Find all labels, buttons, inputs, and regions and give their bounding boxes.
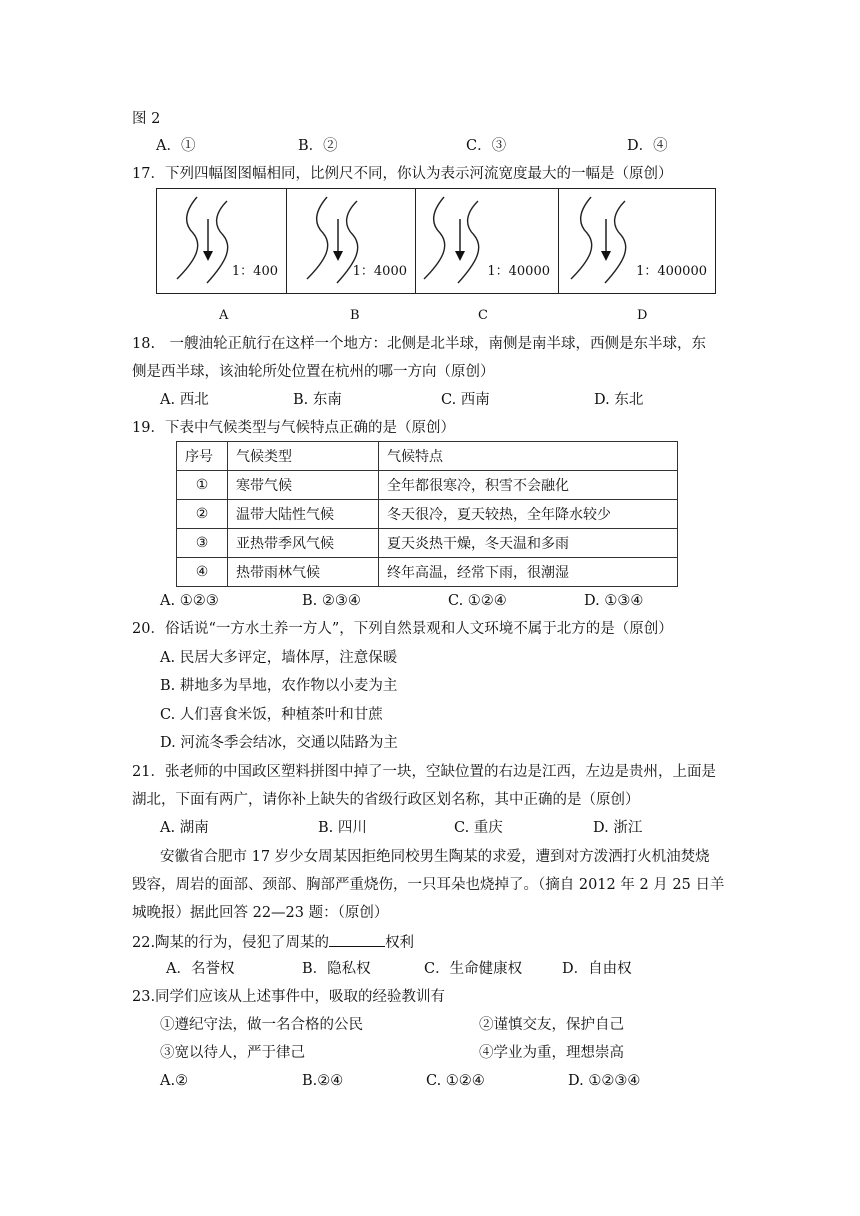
q19-options <box>160 592 720 610</box>
q17-figure-row <box>156 188 716 294</box>
q16-option-b[interactable]: B．② <box>298 138 338 154</box>
q22-stem-before: 22.陶某的行为，侵犯了周某的 <box>132 935 330 951</box>
q17-figure-d[interactable] <box>559 189 715 293</box>
q21-option-b[interactable]: B. 四川 <box>318 820 367 836</box>
figure-label-a: A <box>219 308 229 323</box>
q22-stem-after: 权利 <box>385 935 415 951</box>
q20-option-c[interactable]: C. 人们喜食米饭，种植茶叶和甘蔗 <box>160 707 383 723</box>
table-cell: 温带大陆性气候 <box>228 500 379 529</box>
table-cell: 热带雨林气候 <box>228 558 379 587</box>
q16-option-d[interactable]: D．④ <box>627 138 668 154</box>
q23-item-4: ④学业为重，理想崇高 <box>479 1045 624 1061</box>
scale-label-d: 1：400000 <box>636 264 707 279</box>
table-cell: ② <box>177 500 228 529</box>
table-cell: 亚热带季风气候 <box>228 529 379 558</box>
q19-option-a[interactable]: A. ①②③ <box>160 593 219 609</box>
q17-figure-a[interactable] <box>157 189 287 293</box>
q19-option-c[interactable]: C. ①②④ <box>448 593 507 609</box>
q21-option-c[interactable]: C. 重庆 <box>454 820 503 836</box>
q22-option-c[interactable]: C．生命健康权 <box>424 961 523 977</box>
q18-stem-line2: 侧是西半球，该油轮所处位置在杭州的哪一方向（原创） <box>132 364 495 380</box>
q19-stem: 19．下表中气候类型与气候特点正确的是（原创） <box>132 420 455 436</box>
q23-options <box>160 1072 720 1090</box>
q20-option-a[interactable]: A. 民居大多评定，墙体厚，注意保暖 <box>160 650 398 666</box>
q22-option-b[interactable]: B．隐私权 <box>302 961 371 977</box>
q18-option-b[interactable]: B. 东南 <box>293 392 342 408</box>
q18-stem-line1: 18. 一艘油轮正航行在这样一个地方：北侧是北半球，南侧是南半球，西侧是东半球，东 <box>132 336 707 352</box>
q22-stem <box>132 932 414 952</box>
table-cell: 寒带气候 <box>228 471 379 500</box>
q18-option-c[interactable]: C. 西南 <box>441 392 490 408</box>
q18-option-a[interactable]: A. 西北 <box>160 392 209 408</box>
figure-label-c: C <box>478 308 488 323</box>
figure-label-b: B <box>350 308 360 323</box>
q22-option-a[interactable]: A．名誉权 <box>166 961 235 977</box>
table-cell: 夏天炎热干燥，冬天温和多雨 <box>379 529 678 558</box>
q17-stem: 17．下列四幅图图幅相同，比例尺不同，你认为表示河流宽度最大的一幅是（原创） <box>132 166 673 182</box>
table-header-row <box>177 442 678 471</box>
q17-figure-b[interactable] <box>287 189 416 293</box>
scale-label-b: 1：4000 <box>352 264 407 279</box>
q20-option-d[interactable]: D. 河流冬季会结冰，交通以陆路为主 <box>160 735 398 751</box>
q16-option-a[interactable]: A．① <box>156 138 196 154</box>
q19-option-d[interactable]: D. ①③④ <box>584 593 644 609</box>
scale-label-c: 1：40000 <box>487 264 550 279</box>
passage-line1: 安徽省合肥市 17 岁少女周某因拒绝同校男生陶某的求爱，遭到对方泼洒打火机油焚烧 <box>160 849 710 865</box>
table-cell: ① <box>177 471 228 500</box>
table-row <box>177 558 678 587</box>
q23-option-d[interactable]: D. ①②③④ <box>568 1073 641 1089</box>
table-cell: ③ <box>177 529 228 558</box>
q21-options <box>160 819 720 837</box>
answer-blank[interactable] <box>329 932 385 947</box>
q23-item-1: ①遵纪守法，做一名合格的公民 <box>160 1017 363 1033</box>
table-header: 气候类型 <box>228 442 379 471</box>
q23-stem: 23.同学们应该从上述事件中，吸取的经验教训有 <box>132 989 446 1005</box>
q23-option-b[interactable]: B.②④ <box>302 1073 344 1089</box>
table-row <box>177 471 678 500</box>
q19-option-b[interactable]: B. ②③④ <box>302 593 361 609</box>
table-header: 序号 <box>177 442 228 471</box>
figure-caption: 图 2 <box>132 111 161 127</box>
passage-line2: 毁容，周岩的面部、颈部、胸部严重烧伤，一只耳朵也烧掉了。（摘自 2012 年 2 月 25 日羊 <box>132 877 725 893</box>
q23-option-c[interactable]: C. ①②④ <box>426 1073 485 1089</box>
q16-option-c[interactable]: C．③ <box>466 138 507 154</box>
q21-stem-line2: 湖北，下面有两广，请你补上缺失的省级行政区划名称，其中正确的是（原创） <box>132 792 640 808</box>
table-cell: 终年高温，经常下雨，很潮湿 <box>379 558 678 587</box>
q21-option-a[interactable]: A. 湖南 <box>160 820 209 836</box>
table-cell: ④ <box>177 558 228 587</box>
figure-label-d: D <box>637 308 648 323</box>
q18-options <box>160 391 720 409</box>
table-row <box>177 500 678 529</box>
q16-options <box>156 137 716 155</box>
q18-option-d[interactable]: D. 东北 <box>594 392 644 408</box>
table-row <box>177 529 678 558</box>
passage-line3: 城晚报）据此回答 22—23 题：（原创） <box>132 905 389 921</box>
q20-option-b[interactable]: B. 耕地多为旱地，农作物以小麦为主 <box>160 678 398 694</box>
q21-option-d[interactable]: D. 浙江 <box>593 820 643 836</box>
q22-option-d[interactable]: D．自由权 <box>562 961 632 977</box>
climate-table <box>176 441 678 587</box>
q23-item-3: ③宽以待人，严于律己 <box>160 1045 305 1061</box>
q23-option-a[interactable]: A.② <box>160 1073 189 1089</box>
table-cell: 全年都很寒冷，积雪不会融化 <box>379 471 678 500</box>
scale-label-a: 1：400 <box>231 264 278 279</box>
table-header: 气候特点 <box>379 442 678 471</box>
q22-options <box>166 960 726 978</box>
q21-stem-line1: 21．张老师的中国政区塑料拼图中掉了一块，空缺位置的右边是江西，左边是贵州，上面是 <box>132 764 716 780</box>
table-cell: 冬天很冷，夏天较热，全年降水较少 <box>379 500 678 529</box>
q23-item-2: ②谨慎交友，保护自己 <box>479 1017 624 1033</box>
q20-stem: 20．俗话说“一方水土养一方人”，下列自然景观和人文环境不属于北方的是（原创） <box>132 621 673 637</box>
q17-figure-c[interactable] <box>416 189 559 293</box>
